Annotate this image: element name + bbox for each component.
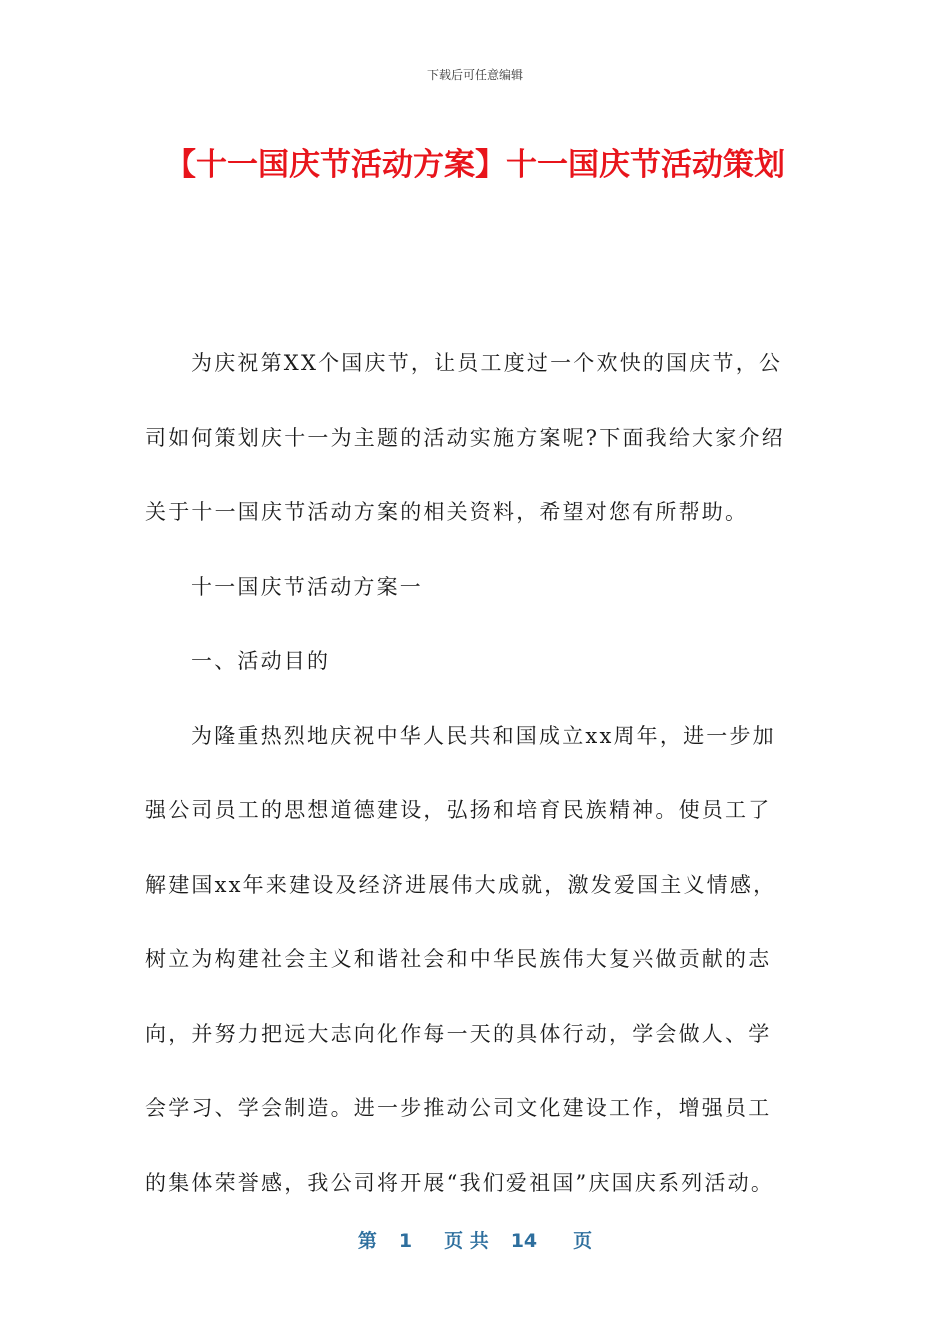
document-title: 【十一国庆节活动方案】十一国庆节活动策划: [165, 147, 785, 183]
paragraph-line: 一、活动目的: [191, 649, 331, 673]
page-footer: [0, 1226, 950, 1253]
paragraph-line: 解建国xx年来建设及经济进展伟大成就，激发爱国主义情感，: [145, 872, 777, 897]
paragraph-line: 为隆重热烈地庆祝中华人民共和国成立xx周年，进一步加: [191, 723, 776, 748]
paragraph-line: 的集体荣誉感，我公司将开展“我们爱祖国”庆国庆系列活动。: [145, 1170, 775, 1195]
paragraph-line: 关于十一国庆节活动方案的相关资料，希望对您有所帮助。: [145, 500, 749, 524]
paragraph-line: 向，并努力把远大志向化作每一天的具体行动，学会做人、学: [145, 1021, 772, 1046]
footer-middle: 页 共: [444, 1230, 489, 1252]
document-body: [145, 326, 805, 1220]
paragraph-intro: [145, 326, 805, 550]
paragraph-line: 树立为构建社会主义和谐社会和中华民族伟大复兴做贡献的志: [145, 947, 772, 971]
footer-prefix: 第: [357, 1230, 377, 1252]
paragraph-line: 会学习、学会制造。进一步推动公司文化建设工作，增强员工: [145, 1096, 772, 1120]
footer-current-page: 1: [398, 1230, 413, 1252]
paragraph-purpose: [145, 699, 805, 1221]
footer-suffix: 页: [573, 1230, 593, 1252]
paragraph-line: 十一国庆节活动方案一: [191, 574, 423, 599]
footer-total-pages: 14: [510, 1230, 538, 1252]
paragraph-line: 为庆祝第XX个国庆节，让员工度过一个欢快的国庆节，公: [191, 351, 783, 375]
paragraph-line: 司如何策划庆十一为主题的活动实施方案呢?下面我给大家介绍: [145, 425, 785, 450]
paragraph-line: 强公司员工的思想道德建设，弘扬和培育民族精神。使员工了: [145, 798, 772, 822]
section-heading-plan-one: [145, 550, 805, 625]
section-heading-purpose: [145, 624, 805, 699]
header-note: 下载后可任意编辑: [426, 68, 523, 82]
